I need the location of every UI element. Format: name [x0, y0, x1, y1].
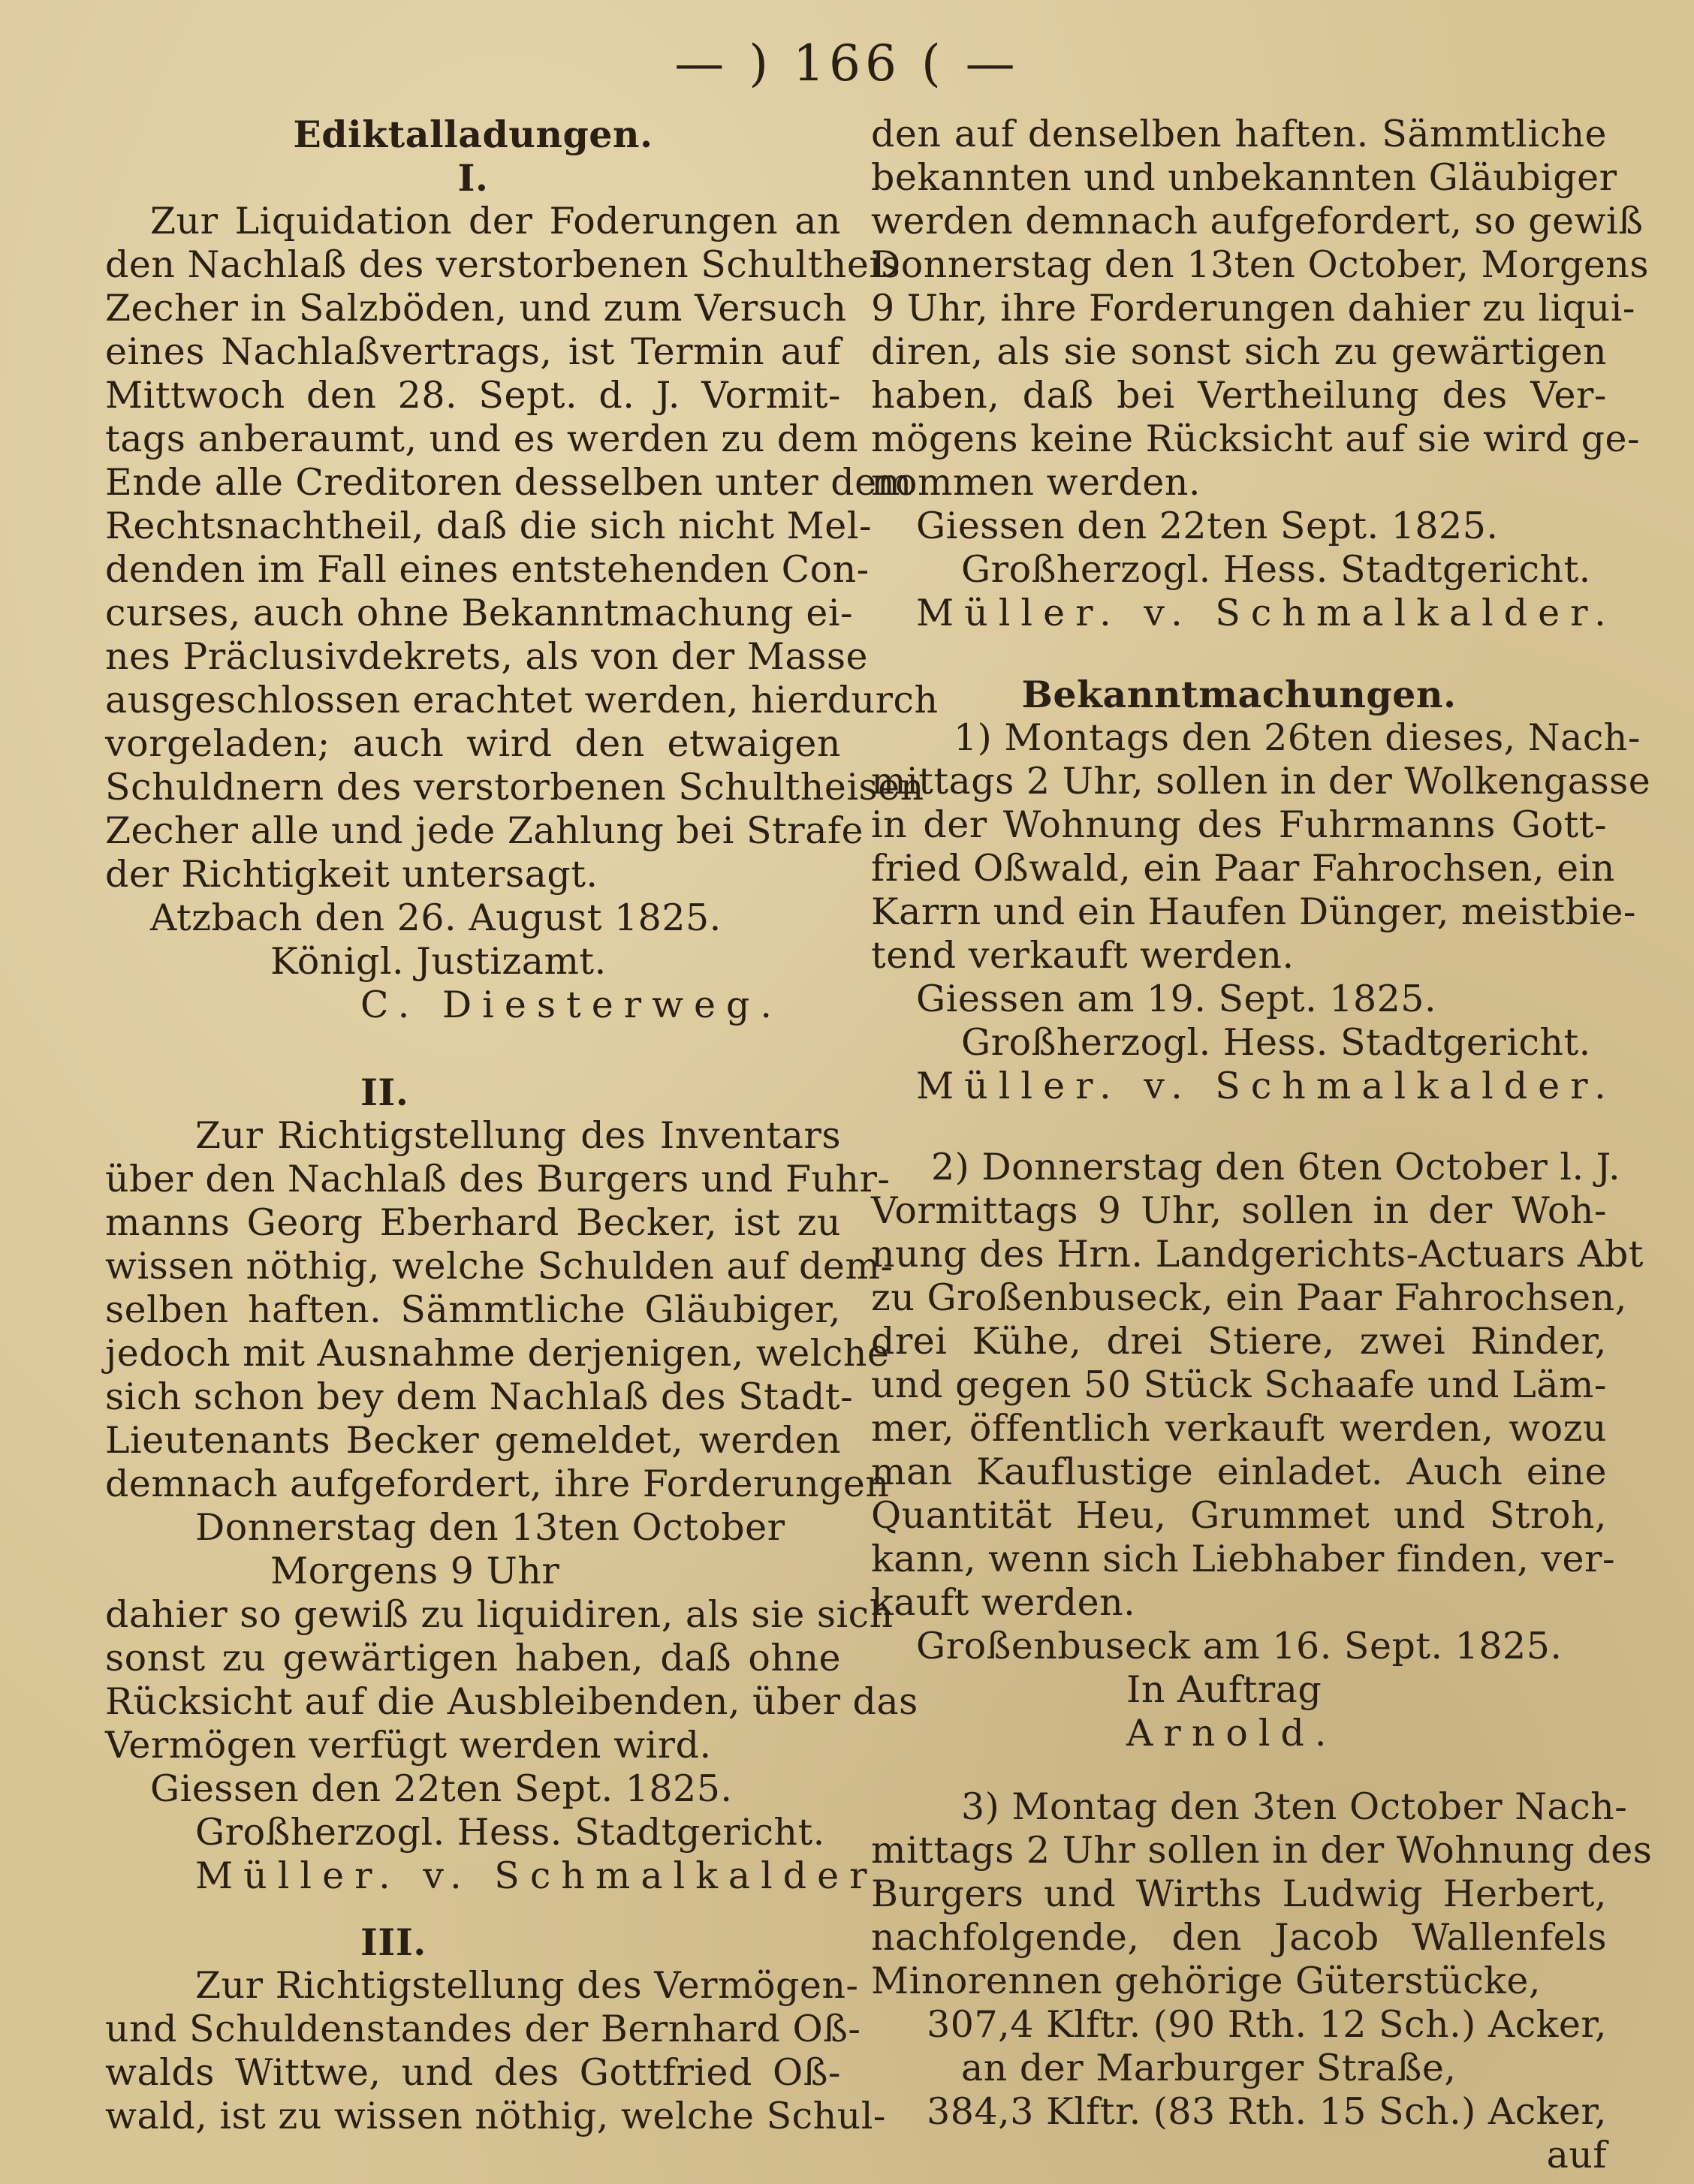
announcement-1-office: Großherzogl. Hess. Stadtgericht. — [961, 1021, 1591, 1064]
notice-numeral-1: I. — [457, 156, 489, 200]
text-line: Vormittags 9 Uhr, sollen in der Woh- — [871, 1189, 1607, 1232]
parcel-2-area: 384,3 Klftr. (83 Rth. 15 Sch.) Acker, — [927, 2090, 1607, 2133]
text-line: Zur Richtigstellung des Inventars — [195, 1114, 841, 1157]
text-line: Burgers und Wirths Ludwig Herbert, — [871, 1872, 1607, 1915]
text-line: 3) Montag den 3ten October Nach- — [961, 1785, 1628, 1828]
spacer — [871, 1108, 1607, 1146]
text-line: mittags 2 Uhr sollen in der Wohnung des — [871, 1829, 1653, 1872]
text-line: nung des Hrn. Landgerichts-Actuars Abt — [871, 1233, 1644, 1276]
announcement-1-body — [871, 716, 1651, 978]
notice-3-date-line: Giessen den 22ten Sept. 1825. — [916, 505, 1499, 547]
announcement-2-signature: Arnold. — [1126, 1712, 1337, 1755]
text-line: Karrn und ein Haufen Dünger, meistbie- — [871, 890, 1636, 933]
notice-1-office: Königl. Justizamt. — [270, 940, 607, 983]
announcement-2-body — [871, 1146, 1644, 1625]
notice-1-date-line: Atzbach den 26. August 1825. — [150, 896, 722, 939]
section-heading-bekanntmachungen: Bekanntmachungen. — [1021, 673, 1457, 716]
announcement-1-date-line: Giessen am 19. Sept. 1825. — [916, 978, 1437, 1020]
text-line: ausgeschlossen erachtet werden, hierdurch — [105, 679, 939, 721]
text-line: und gegen 50 Stück Schaafe und Läm- — [871, 1363, 1607, 1406]
text-line: man Kauflustige einladet. Auch eine — [871, 1450, 1607, 1493]
notice-2-deadline-date: Donnerstag den 13ten October — [195, 1506, 785, 1549]
notice-3-body — [105, 1964, 886, 2138]
notice-numeral-3: III. — [360, 1920, 427, 1964]
text-line: Minorennen gehörige Güterstücke, — [871, 1960, 1541, 2002]
text-line: mer, öffentlich verkauft werden, wozu — [871, 1407, 1607, 1450]
announcement-2-office: In Auftrag — [1126, 1668, 1322, 1711]
section-heading-ediktalladungen: Ediktalladungen. — [293, 113, 653, 156]
notice-2-body-continued — [105, 1593, 918, 1767]
text-line: der Richtigkeit untersagt. — [105, 853, 598, 896]
text-line: Zur Richtigstellung des Vermögen- — [195, 1964, 859, 2007]
text-line: bekannten und unbekannten Gläubiger — [871, 156, 1617, 199]
text-line: Schuldnern des verstorbenen Schultheisen — [105, 766, 924, 809]
text-line: haben, daß bei Vertheilung des Ver- — [871, 374, 1607, 417]
text-line: nachfolgende, den Jacob Wallenfels — [871, 1916, 1607, 1959]
text-line: Donnerstag den 13ten October, Morgens — [871, 243, 1650, 286]
text-line: walds Wittwe, und des Gottfried Oß- — [105, 2051, 841, 2094]
text-line: 9 Uhr, ihre Forderungen dahier zu liqui- — [871, 287, 1635, 330]
text-line: nes Präclusivdekrets, als von der Masse — [105, 635, 868, 678]
text-line: curses, auch ohne Bekanntmachung ei- — [105, 592, 854, 634]
text-line: und Schuldenstandes der Bernhard Oß- — [105, 2008, 861, 2050]
text-line: Ende alle Creditoren desselben unter dem — [105, 461, 912, 504]
announcement-2-date-line: Großenbuseck am 16. Sept. 1825. — [916, 1625, 1563, 1667]
text-line: denden im Fall eines entstehenden Con- — [105, 548, 870, 591]
text-line: wissen nöthig, welche Schulden auf dem- — [105, 1245, 894, 1288]
text-line: sonst zu gewärtigen haben, daß ohne — [105, 1637, 841, 1679]
notice-2-date-line: Giessen den 22ten Sept. 1825. — [150, 1767, 733, 1810]
text-line: kann, wenn sich Liebhaber finden, ver- — [871, 1538, 1616, 1580]
text-line: 2) Donnerstag den 6ten October l. J. — [931, 1146, 1621, 1188]
text-line: Zur Liquidation der Foderungen an — [150, 200, 841, 242]
notice-2-body — [105, 1114, 894, 1506]
notice-2-office: Großherzogl. Hess. Stadtgericht. — [195, 1811, 825, 1854]
text-line: diren, als sie sonst sich zu gewärtigen — [871, 330, 1607, 373]
page-number-header: — ) 166 ( — — [674, 35, 1020, 92]
notice-2-deadline-time: Morgens 9 Uhr — [270, 1550, 560, 1592]
text-line: dahier so gewiß zu liquidiren, als sie sich — [105, 1593, 894, 1636]
text-line: mögens keine Rücksicht auf sie wird ge- — [871, 417, 1641, 460]
text-line: mittags 2 Uhr, sollen in der Wolkengasse — [871, 760, 1651, 803]
text-line: zu Großenbuseck, ein Paar Fahrochsen, — [871, 1276, 1627, 1319]
text-line: Vermögen verfügt werden wird. — [105, 1724, 712, 1767]
text-line: Lieutenants Becker gemeldet, werden — [105, 1419, 841, 1462]
spacer — [871, 635, 1607, 673]
notice-3-office: Großherzogl. Hess. Stadtgericht. — [961, 548, 1591, 591]
left-column — [105, 113, 939, 2162]
text-line: 1) Montags den 26ten dieses, Nach- — [954, 716, 1641, 759]
text-line: den auf denselben haften. Sämmtliche — [871, 113, 1607, 155]
text-line: eines Nachlaßvertrags, ist Termin auf — [105, 330, 841, 373]
text-line: tags anberaumt, und es werden zu dem — [105, 417, 859, 460]
notice-3-signature: Müller. v. Schmalkalder. — [916, 592, 1617, 634]
parcel-1-location: an der Marburger Straße, — [961, 2047, 1457, 2089]
spacer — [105, 1027, 841, 1071]
notice-numeral-2: II. — [360, 1071, 409, 1114]
announcement-1-signature: Müller. v. Schmalkalder. — [916, 1065, 1617, 1107]
text-line: über den Nachlaß des Burgers und Fuhr- — [105, 1158, 891, 1200]
notice-3-body-continued — [871, 113, 1650, 505]
text-line: Rücksicht auf die Ausbleibenden, über das — [105, 1680, 918, 1723]
right-column — [871, 113, 1653, 2176]
spacer — [105, 1898, 841, 1920]
text-line: Rechtsnachtheil, daß die sich nicht Mel- — [105, 505, 873, 547]
text-line: werden demnach aufgefordert, so gewiß — [871, 200, 1644, 242]
catchword: auf — [1546, 2134, 1607, 2176]
text-line: den Nachlaß des verstorbenen Schultheis — [105, 243, 901, 286]
text-line: sich schon bey dem Nachlaß des Stadt- — [105, 1375, 854, 1418]
text-line: nommen werden. — [871, 461, 1201, 504]
text-line: drei Kühe, drei Stiere, zwei Rinder, — [871, 1320, 1607, 1363]
text-line: jedoch mit Ausnahme derjenigen, welche — [105, 1332, 890, 1375]
text-line: selben haften. Sämmtliche Gläubiger, — [105, 1288, 841, 1331]
text-line: Zecher alle und jede Zahlung bei Strafe — [105, 809, 864, 852]
text-line: vorgeladen; auch wird den etwaigen — [105, 722, 841, 765]
parcel-1-area: 307,4 Klftr. (90 Rth. 12 Sch.) Acker, — [927, 2003, 1607, 2046]
text-line: tend verkauft werden. — [871, 934, 1295, 977]
text-line: Quantität Heu, Grummet und Stroh, — [871, 1494, 1607, 1537]
notice-2-signature: Müller. v. Schmalkalder. — [195, 1854, 896, 1897]
announcement-3-body — [871, 1785, 1653, 2003]
text-line: wald, ist zu wissen nöthig, welche Schul- — [105, 2095, 886, 2137]
text-line: Mittwoch den 28. Sept. d. J. Vormit- — [105, 374, 841, 417]
text-line: in der Wohnung des Fuhrmanns Gott- — [871, 803, 1607, 846]
text-line: manns Georg Eberhard Becker, ist zu — [105, 1201, 841, 1244]
spacer — [871, 1755, 1607, 1785]
text-line: kauft werden. — [871, 1581, 1136, 1624]
text-line: demnach aufgefordert, ihre Forderungen — [105, 1463, 890, 1505]
notice-1-signature: C. Diesterweg. — [360, 984, 782, 1026]
text-line: Zecher in Salzböden, und zum Versuch — [105, 287, 847, 330]
notice-1-body — [105, 200, 939, 896]
text-line: fried Oßwald, ein Paar Fahrochsen, ein — [871, 847, 1615, 890]
